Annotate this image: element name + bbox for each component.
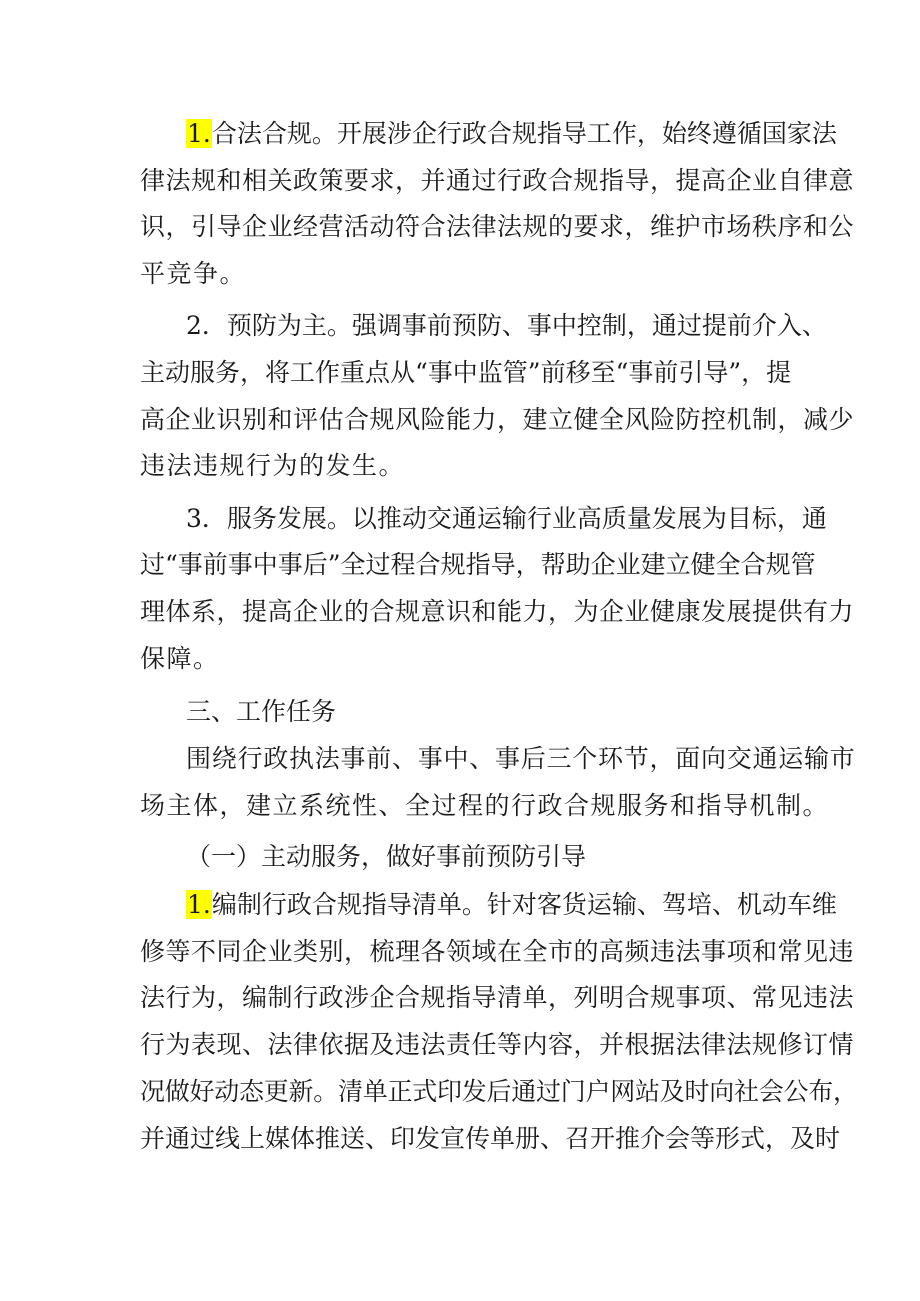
paragraph-3-line-3: 理体系，提高企业的合规意识和能力，为企业健康发展提供有力 (140, 597, 855, 626)
paragraph-1-line-3: 识，引导企业经营活动符合法律法规的要求，维护市场秩序和公 (140, 212, 855, 241)
paragraph-2-line-3: 高企业识别和评估合规风险能力，建立健全风险防控机制，减少 (140, 405, 855, 434)
paragraph-4-line-2: 场主体，建立系统性、全过程的行政合规服务和指导机制。 (140, 791, 830, 820)
section-heading-3: 三、工作任务 (186, 697, 337, 726)
highlighted-item-marker: 1. (187, 890, 211, 919)
paragraph-3-line-4: 保障。 (140, 644, 220, 673)
paragraph-5-line-6: 并通过线上媒体推送、印发宣传单册、召开推介会等形式，及时 (140, 1124, 841, 1153)
paragraph-2-line-2: 主动服务，将工作重点从“事中监管”前移至“事前引导”，提 (140, 358, 792, 387)
paragraph-2-line-1: 2．预防为主。强调事前预防、事中控制，通过提前介入、 (186, 311, 827, 340)
paragraph-1-line-4: 平竞争。 (140, 259, 247, 288)
paragraph-5-line-5: 况做好动态更新。清单正式印发后通过门户网站及时向社会公布， (140, 1077, 858, 1106)
paragraph-2-line-4: 违法违规行为的发生。 (140, 451, 406, 480)
paragraph-4-line-1: 围绕行政执法事前、事中、事后三个环节，面向交通运输市 (186, 744, 856, 773)
paragraph-5-line-1 (186, 887, 837, 923)
paragraph-3-line-1: 3．服务发展。以推动交通运输行业高质量发展为目标，通 (186, 504, 827, 533)
paragraph-1-line-2: 律法规和相关政策要求，并通过行政合规指导，提高企业自律意 (140, 166, 855, 195)
paragraph-5-line-2: 修等不同企业类别，梳理各领域在全市的高频违法事项和常见违 (140, 937, 855, 966)
paragraph-5-line-3: 法行为，编制行政涉企合规指导清单，列明合规事项、常见违法 (140, 983, 855, 1012)
paragraph-1-line-1 (186, 116, 837, 152)
paragraph-text: 合法合规。开展涉企行政合规指导工作，始终遵循国家法 (211, 119, 837, 148)
paragraph-3-line-2: 过“事前事中事后”全过程合规指导，帮助企业建立健全合规管 (140, 550, 816, 579)
paragraph-text: 编制行政合规指导清单。针对客货运输、驾培、机动车维 (211, 890, 837, 919)
highlighted-item-marker: 1. (187, 119, 211, 148)
subheading-1: （一）主动服务，做好事前预防引导 (186, 842, 587, 871)
paragraph-5-line-4: 行为表现、法律依据及违法责任等内容，并根据法律法规修订情 (140, 1030, 855, 1059)
